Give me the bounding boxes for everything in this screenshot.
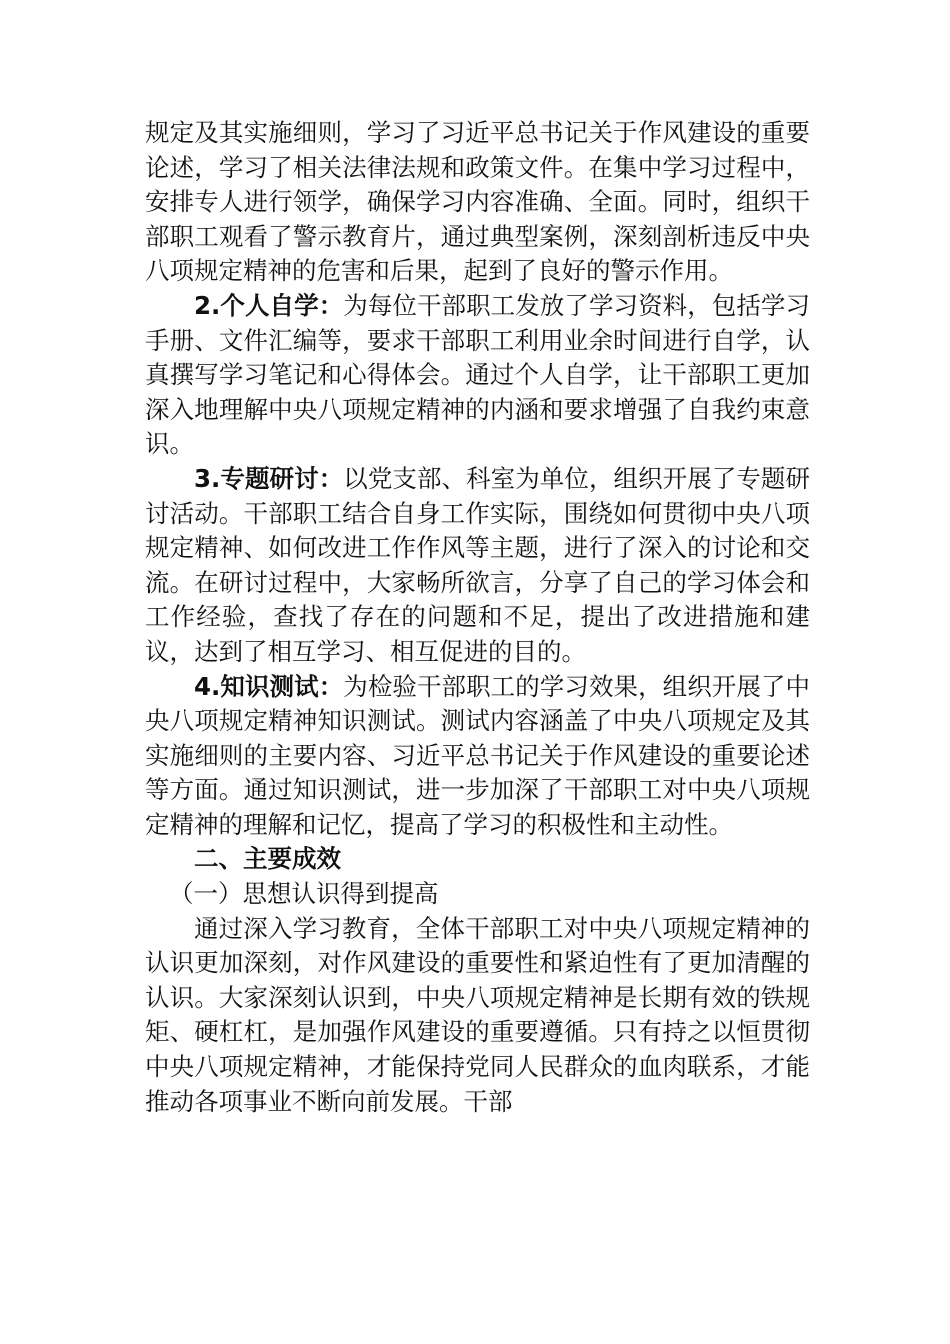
- seminar-body: 以党支部、科室为单位，组织开展了专题研讨活动。干部职工结合自身工作实际，围绕如何贯彻中央八项规定精神、如何改进工作作风等主题，进行了深入的讨论和交流。在研讨过程中，大家畅所欲言，分享了自己的学习体会和工作经验，查找了存在的问题和不足，提出了改进措施和建议，达到了相互学习、相互促进的目的。: [145, 463, 810, 666]
- paragraph-self-study: [145, 289, 810, 462]
- knowledge-test-lead: 4.知识测试：: [194, 671, 344, 701]
- self-study-body: 为每位干部职工发放了学习资料，包括学习手册、文件汇编等，要求干部职工利用业余时间进行自学，认真撰写学习笔记和心得体会。通过个人自学，让干部职工更加深入地理解中央八项规定精神的内涵和要求增强了自我约束意识。: [145, 290, 810, 459]
- paragraph-awareness: 通过深入学习教育，全体干部职工对中央八项规定精神的认识更加深刻，对作风建设的重要性和紧迫性有了更加清醒的认识。大家深刻认识到，中央八项规定精神是长期有效的铁规矩、硬杠杠，是加强作风建设的重要遵循。只有持之以恒贯彻中央八项规定精神，才能保持党同人民群众的血肉联系，才能推动各项事业不断向前发展。干部: [145, 913, 810, 1116]
- paragraph-knowledge-test: [145, 670, 810, 843]
- subsection-heading: （一）思想认识得到提高: [169, 879, 439, 909]
- section-heading: 二、主要成效: [194, 844, 341, 874]
- paragraph-seminar: [145, 462, 810, 670]
- knowledge-test-body: 为检验干部职工的学习效果，组织开展了中央八项规定精神知识测试。测试内容涵盖了中央八项规定及其实施细则的主要内容、习近平总书记关于作风建设的重要论述等方面。通过知识测试，进一步加深了干部职工对中央八项规定精神的理解和记忆，提高了学习的积极性和主动性。: [145, 671, 810, 839]
- seminar-lead: 3.专题研讨：: [194, 463, 344, 493]
- paragraph-study-content: 规定及其实施细则，学习了习近平总书记关于作风建设的重要论述，学习了相关法律法规和政策文件。在集中学习过程中，安排专人进行领学，确保学习内容准确、全面。同时，组织干部职工观看了警示教育片，通过典型案例，深刻剖析违反中央八项规定精神的危害和后果，起到了良好的警示作用。: [145, 118, 810, 286]
- document-page: [145, 116, 810, 1119]
- self-study-lead: 2.个人自学：: [194, 290, 344, 320]
